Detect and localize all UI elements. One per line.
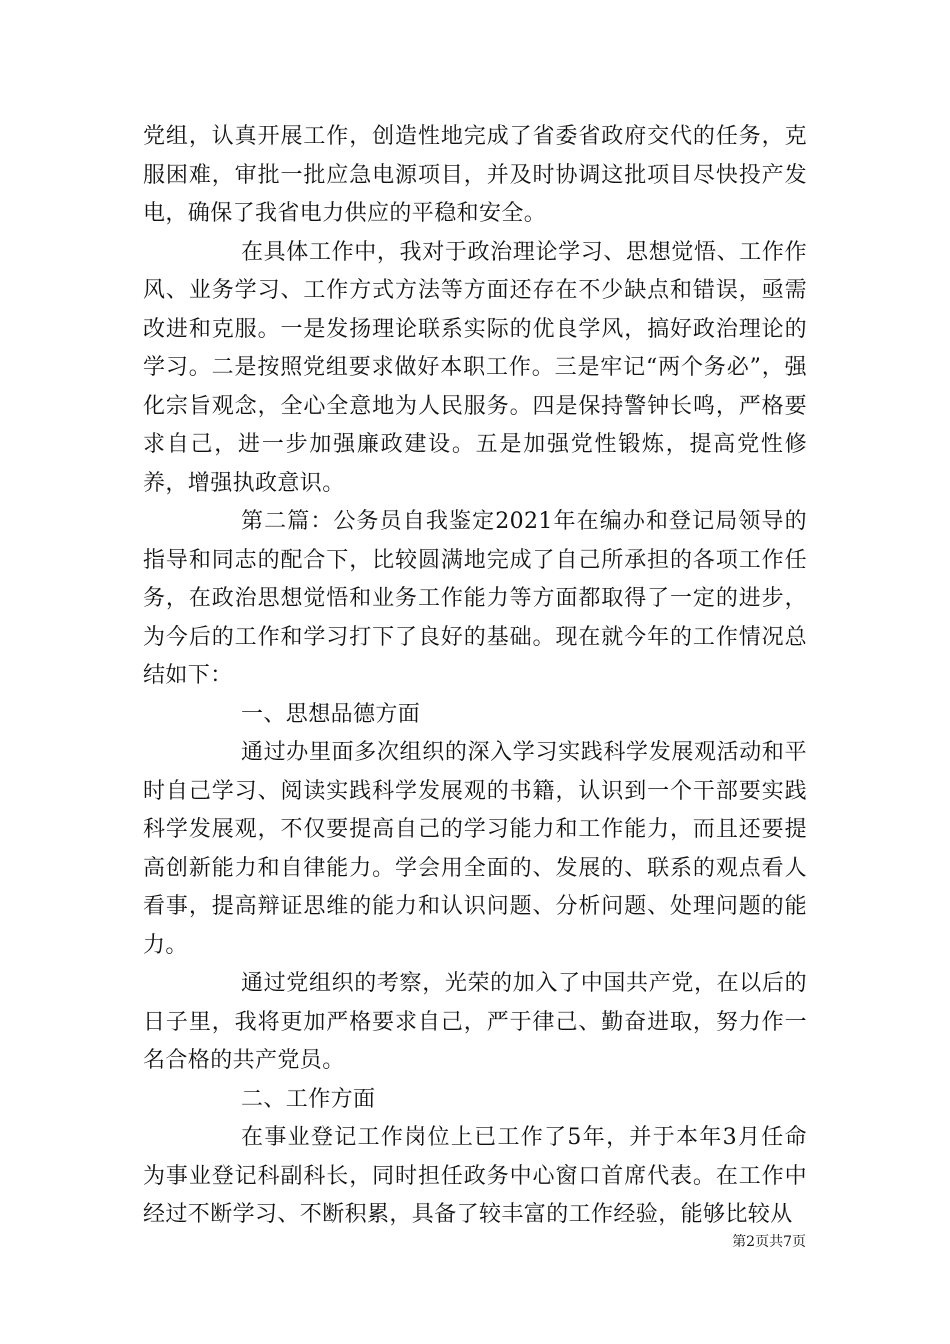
paragraph-1: 党组，认真开展工作，创造性地完成了省委省政府交代的任务，克服困难，审批一批应急电源项目，并及时协调这批项目尽快投产发电，确保了我省电力供应的平稳和安全。	[143, 124, 807, 226]
section-heading-1: 一、思想品德方面	[241, 701, 421, 727]
section-heading-2: 二、工作方面	[241, 1086, 376, 1112]
paragraph-6: 通过党组织的考察，光荣的加入了中国共产党，在以后的日子里，我将更加严格要求自己，严于律己、勤奋进取，努力作一名合格的共产党员。	[143, 971, 807, 1073]
paragraph-2: 在具体工作中，我对于政治理论学习、思想觉悟、工作作风、业务学习、工作方式方法等方面还存在不少缺点和错误，亟需改进和克服。一是发扬理论联系实际的优良学风，搞好政治理论的学习。二是按照党组要求做好本职工作。三是牢记“两个务必”，强化宗旨观念，全心全意地为人民服务。四是保持警钟长鸣，严格要求自己，进一步加强廉政建设。五是加强党性锻炼，提高党性修养，增强执政意识。	[143, 239, 807, 496]
paragraph-5: 通过办里面多次组织的深入学习实践科学发展观活动和平时自己学习、阅读实践科学发展观的书籍，认识到一个干部要实践科学发展观，不仅要提高自己的学习能力和工作能力，而且还要提高创新能力和自律能力。学会用全面的、发展的、联系的观点看人看事，提高辩证思维的能力和认识问题、分析问题、处理问题的能力。	[143, 740, 807, 958]
page-number: 第2页共7页	[732, 1234, 806, 1250]
paragraph-3: 第二篇：公务员自我鉴定2021年在编办和登记局领导的指导和同志的配合下，比较圆满地完成了自己所承担的各项工作任务，在政治思想觉悟和业务工作能力等方面都取得了一定的进步，为今后的工作和学习打下了良好的基础。现在就今年的工作情况总结如下：	[143, 509, 807, 688]
paragraph-8: 在事业登记工作岗位上已工作了5年，并于本年3月任命为事业登记科副科长，同时担任政务中心窗口首席代表。在工作中经过不断学习、不断积累，具备了较丰富的工作经验，能够比较从	[143, 1125, 807, 1227]
document-body	[143, 118, 807, 1235]
